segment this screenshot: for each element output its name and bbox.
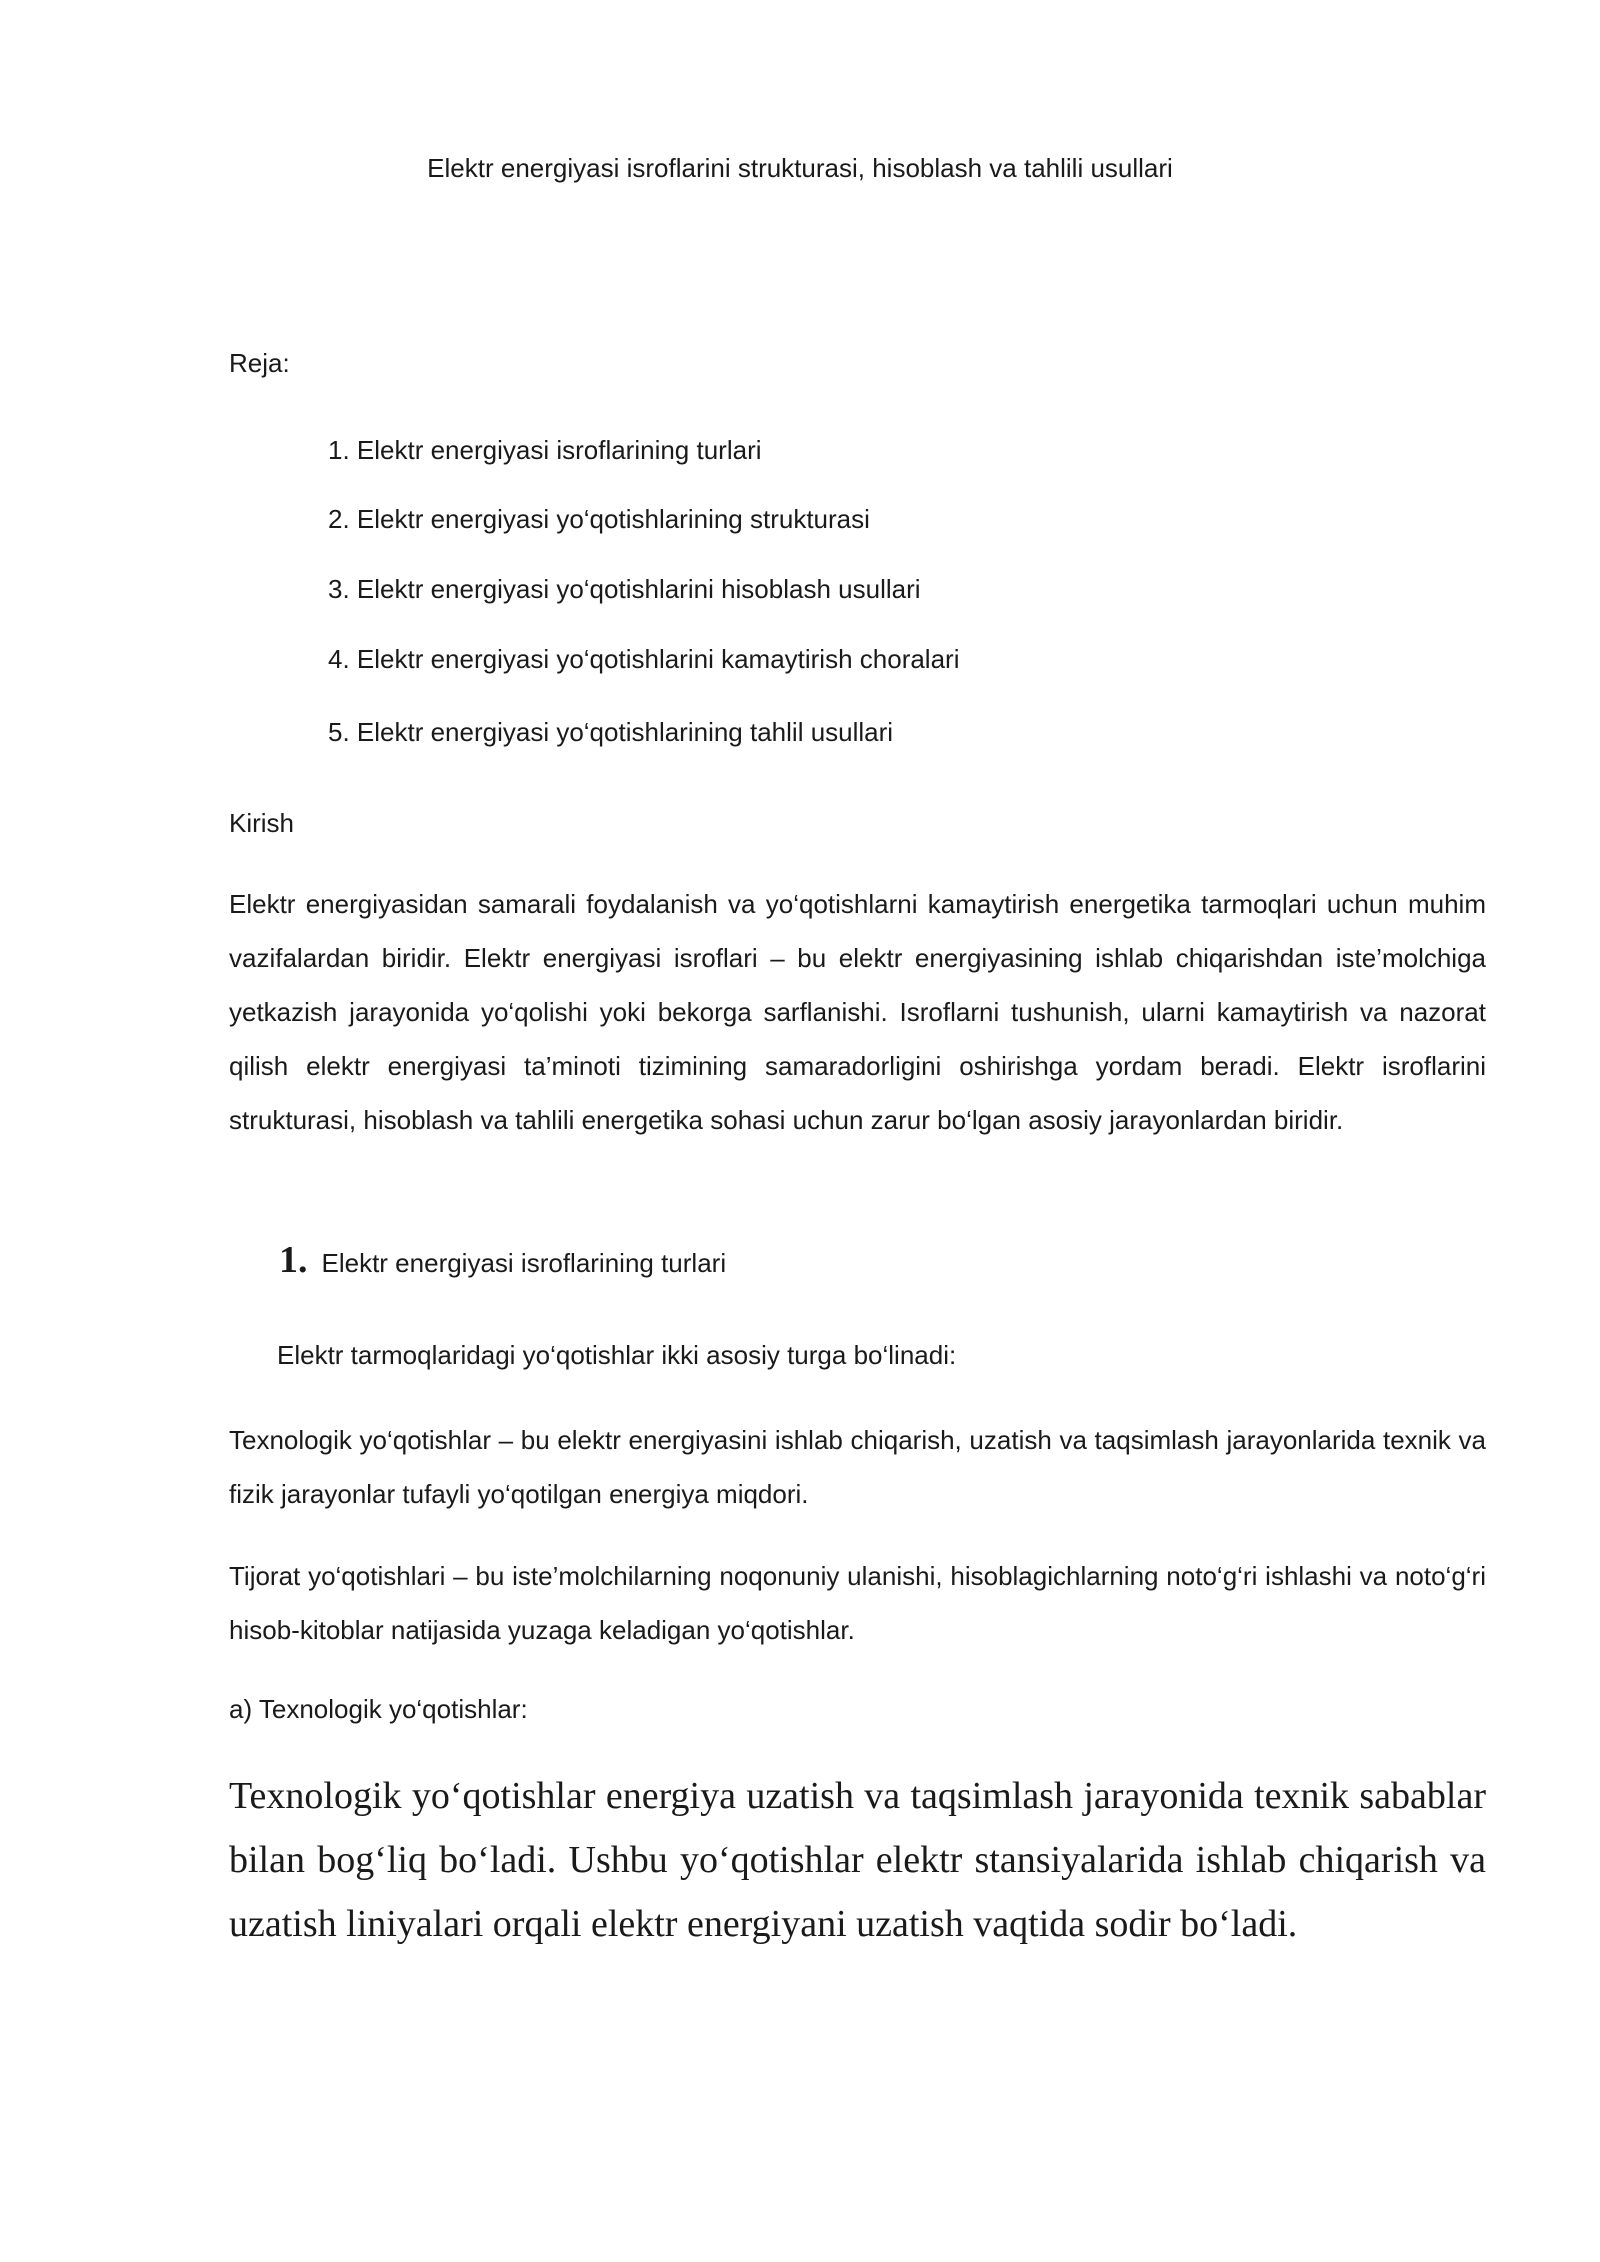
plan-item bbox=[0, 497, 1100, 547]
plan-item bbox=[0, 428, 1100, 478]
plan-item-text: 1. Elektr energiyasi isroflarining turlari bbox=[328, 435, 762, 465]
plan-item-text: 3. Elektr energiyasi yo‘qotishlarini hisoblash usullari bbox=[328, 574, 921, 604]
plan-item bbox=[0, 637, 1100, 687]
subheading-a: a) Texnologik yo‘qotishlar: bbox=[229, 1694, 528, 1724]
plan-label: Reja: bbox=[229, 348, 290, 378]
intro-paragraph: Elektr energiyasidan samarali foydalanish va yo‘qotishlarni kamaytirish energetika tarmoqlari uchun muhim vazifalardan biridir. Elektr energiyasi isroflari – bu elektr energiyasining ishlab chiqarishdan iste’molchiga yetkazish jarayonida yo‘qolishi yoki bekorga sarflanishi. Isroflarni tushunish, ularni kamaytirish va nazorat qilish elektr energiyasi ta’minoti tizimining samaradorligini oshirishga yordam beradi. Elektr isroflarini strukturasi, hisoblash va tahlili energetika sohasi uchun zarur bo‘lgan asosiy jarayonlardan biridir. bbox=[229, 889, 1486, 1135]
plan-item-text: 2. Elektr energiyasi yo‘qotishlarining strukturasi bbox=[328, 504, 870, 534]
intro-heading: Kirish bbox=[229, 808, 295, 838]
plan-item-text: 5. Elektr energiyasi yo‘qotishlarining tahlil usullari bbox=[328, 717, 894, 747]
plan-item bbox=[0, 710, 1100, 760]
technological-losses-definition: Texnologik yo‘qotishlar – bu elektr energiyasini ishlab chiqarish, uzatish va taqsimlash jarayonlarida texnik va fizik jarayonlar tufayli yo‘qotilgan energiya miqdori. bbox=[229, 1425, 1486, 1509]
section-number: 1. bbox=[279, 1239, 308, 1281]
commercial-losses-definition: Tijorat yo‘qotishlari – bu iste’molchilarning noqonuniy ulanishi, hisoblagichlarning noto‘g‘ri ishlashi va noto‘g‘ri hisob-kitoblar natijasida yuzaga keladigan yo‘qotishlar. bbox=[229, 1561, 1486, 1645]
section-title: Elektr energiyasi isroflarining turlari bbox=[321, 1248, 727, 1278]
section-1-heading bbox=[279, 1238, 726, 1282]
plan-item bbox=[0, 567, 1100, 617]
technological-losses-detail: Texnologik yo‘qotishlar energiya uzatish va taqsimlash jarayonida texnik sabablar bilan bog‘liq bo‘ladi. Ushbu yo‘qotishlar elektr stansiyalarida ishlab chiqarish va uzatish liniyalari orqali elektr energiyani uzatish vaqtida sodir bo‘ladi. bbox=[229, 1775, 1486, 1945]
section-lead: Elektr tarmoqlaridagi yo‘qotishlar ikki asosiy turga bo‘linadi: bbox=[277, 1340, 957, 1370]
document-title: Elektr energiyasi isroflarini strukturasi, hisoblash va tahlili usullari bbox=[427, 153, 1173, 183]
plan-item-text: 4. Elektr energiyasi yo‘qotishlarini kamaytirish choralari bbox=[328, 644, 960, 674]
